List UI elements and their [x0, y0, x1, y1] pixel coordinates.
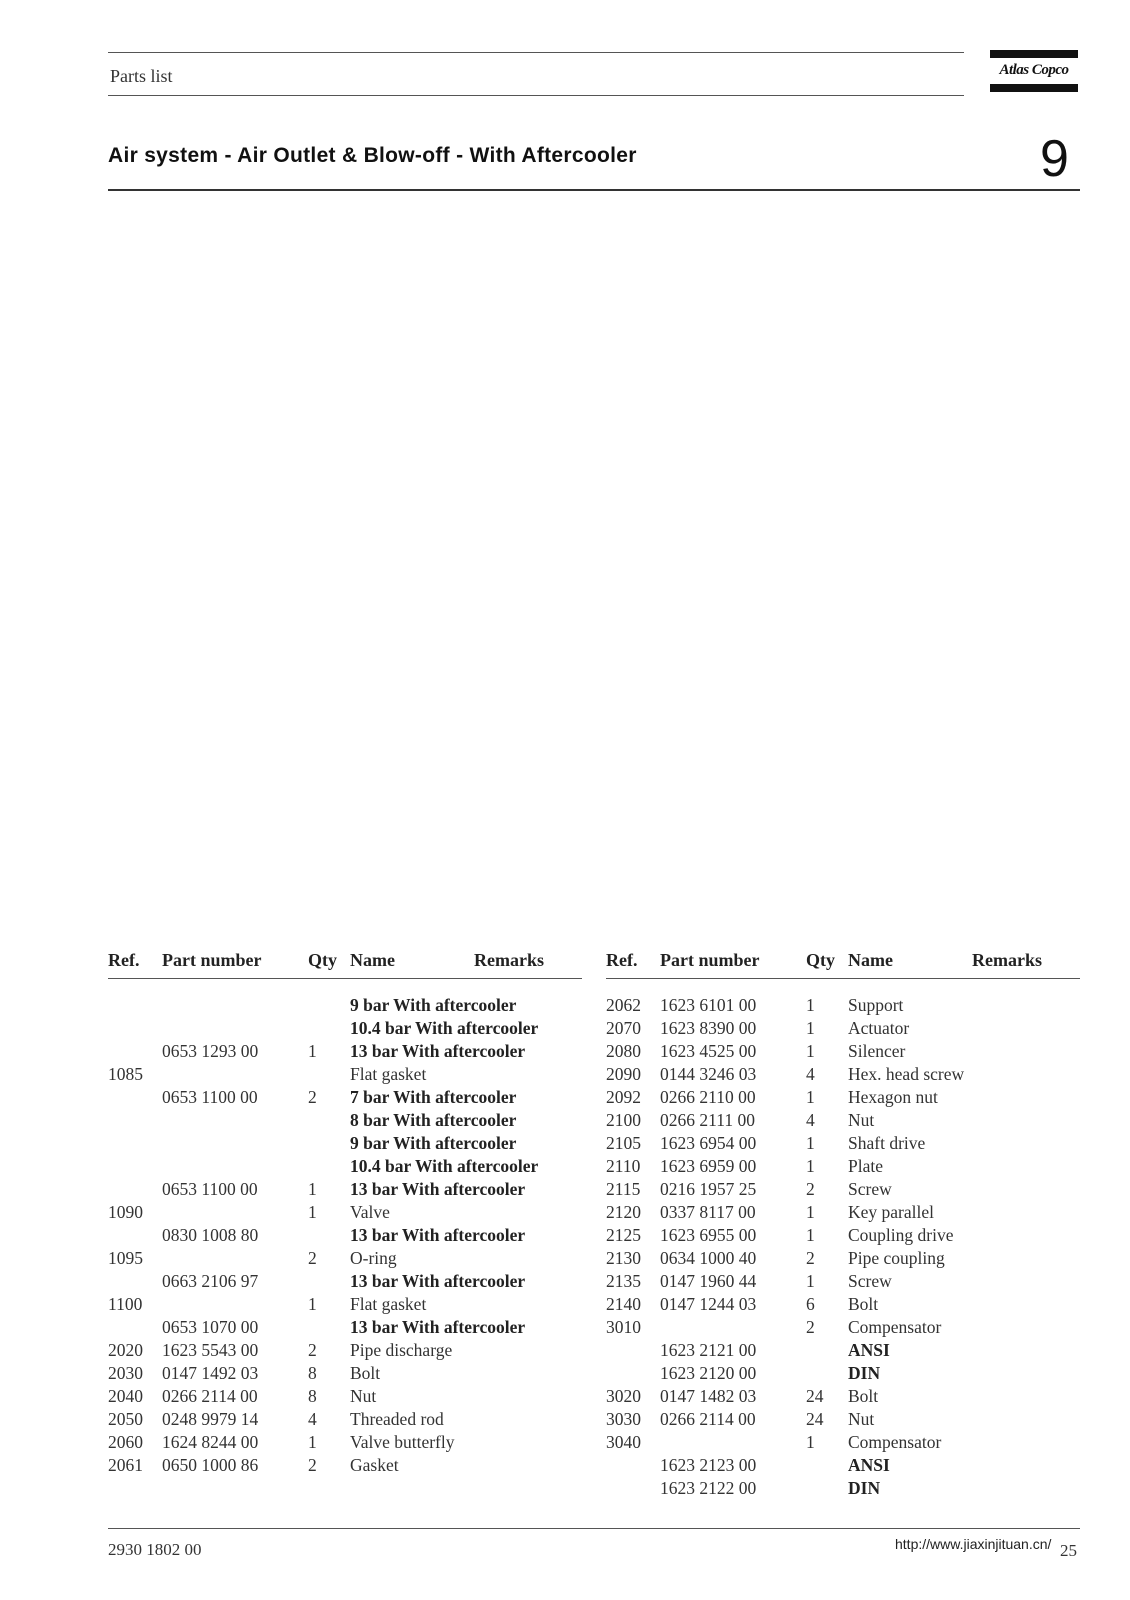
- cell-ref: 2062: [606, 995, 641, 1015]
- atlas-copco-logo: [990, 50, 1078, 94]
- table-row: [606, 1432, 1080, 1455]
- table-row: [108, 1432, 582, 1455]
- cell-part-number: 0147 1960 44: [660, 1271, 757, 1291]
- cell-part-number: 0830 1008 80: [162, 1225, 259, 1245]
- cell-name: ANSI: [848, 1455, 890, 1475]
- cell-part-number: 0653 1100 00: [162, 1179, 258, 1199]
- cell-name: Hex. head screw: [848, 1064, 965, 1084]
- table-header: [108, 950, 582, 979]
- cell-name: O-ring: [350, 1248, 397, 1268]
- cell-qty: 1: [308, 1202, 317, 1222]
- cell-part-number: 0653 1293 00: [162, 1041, 259, 1061]
- cell-name: 13 bar With aftercooler: [350, 1225, 526, 1245]
- cell-name: Screw: [848, 1271, 892, 1291]
- drawing-area: [108, 200, 1080, 930]
- page-number: 25: [1060, 1541, 1077, 1560]
- cell-qty: 1: [806, 1041, 815, 1061]
- col-ref: Ref.: [606, 950, 638, 970]
- cell-ref: 2140: [606, 1294, 641, 1314]
- cell-ref: 2030: [108, 1363, 143, 1383]
- cell-ref: 3020: [606, 1386, 641, 1406]
- cell-qty: 2: [308, 1455, 317, 1475]
- cell-qty: 2: [308, 1248, 317, 1268]
- cell-ref: 2130: [606, 1248, 641, 1268]
- cell-ref: 2020: [108, 1340, 143, 1360]
- cell-name: Key parallel: [848, 1202, 934, 1222]
- cell-name: Plate: [848, 1156, 883, 1176]
- cell-name: Nut: [350, 1386, 377, 1406]
- cell-name: DIN: [848, 1478, 881, 1498]
- cell-ref: 1085: [108, 1064, 143, 1084]
- col-ref: Ref.: [108, 950, 140, 970]
- cell-part-number: 0248 9979 14: [162, 1409, 259, 1429]
- cell-name: 7 bar With aftercooler: [350, 1087, 517, 1107]
- cell-part-number: 0653 1070 00: [162, 1317, 259, 1337]
- cell-part-number: 1623 5543 00: [162, 1340, 259, 1360]
- cell-part-number: 0653 1100 00: [162, 1087, 258, 1107]
- cell-ref: 2115: [606, 1179, 641, 1199]
- table-body: [606, 979, 1080, 1501]
- col-remarks: Remarks: [972, 950, 1042, 970]
- header-label: Parts list: [110, 66, 173, 86]
- table-row: [108, 1179, 582, 1202]
- cell-part-number: 1623 2120 00: [660, 1363, 757, 1383]
- table-row: [606, 1064, 1080, 1087]
- footer-rule: [108, 1528, 1080, 1529]
- cell-name: Support: [848, 995, 904, 1015]
- table-row: [606, 1317, 1080, 1340]
- cell-name: Nut: [848, 1409, 875, 1429]
- table-body: [108, 979, 582, 1478]
- cell-part-number: 0147 1492 03: [162, 1363, 259, 1383]
- col-remarks: Remarks: [474, 950, 544, 970]
- cell-qty: 1: [806, 1202, 815, 1222]
- cell-ref: 2090: [606, 1064, 641, 1084]
- cell-part-number: 1623 6954 00: [660, 1133, 757, 1153]
- table-row: [606, 1478, 1080, 1501]
- cell-ref: 2125: [606, 1225, 641, 1245]
- cell-name: Shaft drive: [848, 1133, 926, 1153]
- page-title: Air system - Air Outlet & Blow-off - With Aftercooler: [108, 144, 637, 167]
- table-row: [606, 1294, 1080, 1317]
- cell-name: Hexagon nut: [848, 1087, 938, 1107]
- table-row: [108, 1455, 582, 1478]
- cell-name: Actuator: [848, 1018, 910, 1038]
- col-qty: Qty: [806, 950, 835, 970]
- cell-part-number: 1623 6955 00: [660, 1225, 757, 1245]
- cell-name: Compensator: [848, 1432, 942, 1452]
- table-row: [108, 1409, 582, 1432]
- cell-ref: 2080: [606, 1041, 641, 1061]
- cell-ref: 2105: [606, 1133, 641, 1153]
- cell-qty: 1: [308, 1432, 317, 1452]
- table-row: [108, 1340, 582, 1363]
- cell-name: Flat gasket: [350, 1064, 427, 1084]
- table-row: [108, 1018, 582, 1041]
- cell-part-number: 0147 1244 03: [660, 1294, 757, 1314]
- cell-qty: 8: [308, 1363, 317, 1383]
- cell-ref: 2060: [108, 1432, 143, 1452]
- cell-part-number: 1623 8390 00: [660, 1018, 757, 1038]
- cell-name: DIN: [848, 1363, 881, 1383]
- header-top-rule: [108, 52, 964, 53]
- table-row: [108, 1317, 582, 1340]
- document-number: 2930 1802 00: [108, 1540, 202, 1559]
- cell-part-number: 1623 4525 00: [660, 1041, 757, 1061]
- cell-name: Valve butterfly: [350, 1432, 455, 1452]
- parts-table-left: [108, 950, 582, 1478]
- table-row: [108, 1156, 582, 1179]
- cell-part-number: 1623 6101 00: [660, 995, 757, 1015]
- cell-ref: 2061: [108, 1455, 143, 1475]
- cell-name: Bolt: [350, 1363, 381, 1383]
- cell-name: Pipe coupling: [848, 1248, 945, 1268]
- cell-name: 13 bar With aftercooler: [350, 1271, 526, 1291]
- table-row: [108, 1225, 582, 1248]
- cell-name: Coupling drive: [848, 1225, 954, 1245]
- cell-part-number: 0266 2111 00: [660, 1110, 755, 1130]
- table-row: [606, 1087, 1080, 1110]
- table-row: [108, 1363, 582, 1386]
- cell-qty: 1: [308, 1041, 317, 1061]
- cell-ref: 3040: [606, 1432, 641, 1452]
- cell-part-number: 1623 2121 00: [660, 1340, 757, 1360]
- table-row: [606, 995, 1080, 1018]
- col-qty: Qty: [308, 950, 337, 970]
- cell-qty: 1: [806, 995, 815, 1015]
- cell-part-number: 1623 6959 00: [660, 1156, 757, 1176]
- cell-part-number: 0337 8117 00: [660, 1202, 756, 1222]
- title-rule: [108, 189, 1080, 191]
- cell-qty: 1: [806, 1432, 815, 1452]
- table-row: [606, 1133, 1080, 1156]
- parts-table-right: [606, 950, 1080, 1501]
- table-row: [606, 1225, 1080, 1248]
- cell-name: 13 bar With aftercooler: [350, 1317, 526, 1337]
- cell-ref: 2092: [606, 1087, 641, 1107]
- table-row: [108, 995, 582, 1018]
- cell-name: Screw: [848, 1179, 892, 1199]
- table-row: [108, 1133, 582, 1156]
- cell-name: Flat gasket: [350, 1294, 427, 1314]
- cell-qty: 2: [308, 1087, 317, 1107]
- col-name: Name: [848, 950, 893, 970]
- cell-qty: 6: [806, 1294, 815, 1314]
- cell-qty: 4: [806, 1110, 815, 1130]
- cell-ref: 1095: [108, 1248, 143, 1268]
- cell-qty: 1: [806, 1018, 815, 1038]
- cell-name: Bolt: [848, 1386, 879, 1406]
- cell-name: Compensator: [848, 1317, 942, 1337]
- cell-name: Valve: [350, 1202, 390, 1222]
- cell-name: Threaded rod: [350, 1409, 444, 1429]
- table-row: [108, 1386, 582, 1409]
- cell-ref: 2120: [606, 1202, 641, 1222]
- cell-ref: 2040: [108, 1386, 143, 1406]
- cell-name: Bolt: [848, 1294, 879, 1314]
- cell-name: Silencer: [848, 1041, 906, 1061]
- cell-part-number: 0266 2110 00: [660, 1087, 756, 1107]
- table-row: [108, 1041, 582, 1064]
- table-row: [606, 1409, 1080, 1432]
- cell-ref: 1100: [108, 1294, 143, 1314]
- cell-qty: 24: [806, 1409, 824, 1429]
- cell-part-number: 0266 2114 00: [660, 1409, 756, 1429]
- table-row: [606, 1202, 1080, 1225]
- logo-text: Atlas Copco: [999, 62, 1069, 78]
- col-part-number: Part number: [660, 950, 760, 970]
- table-row: [606, 1179, 1080, 1202]
- cell-name: 8 bar With aftercooler: [350, 1110, 517, 1130]
- cell-ref: 2110: [606, 1156, 641, 1176]
- cell-part-number: 0663 2106 97: [162, 1271, 259, 1291]
- cell-ref: 2100: [606, 1110, 641, 1130]
- cell-ref: 2070: [606, 1018, 641, 1038]
- cell-part-number: 0266 2114 00: [162, 1386, 258, 1406]
- cell-qty: 1: [806, 1156, 815, 1176]
- table-row: [606, 1156, 1080, 1179]
- cell-part-number: 1623 2123 00: [660, 1455, 757, 1475]
- table-row: [606, 1248, 1080, 1271]
- table-row: [606, 1363, 1080, 1386]
- cell-name: Nut: [848, 1110, 875, 1130]
- table-row: [108, 1248, 582, 1271]
- cell-name: 13 bar With aftercooler: [350, 1041, 526, 1061]
- cell-qty: 2: [806, 1317, 815, 1337]
- col-name: Name: [350, 950, 395, 970]
- table-row: [606, 1455, 1080, 1478]
- col-part-number: Part number: [162, 950, 262, 970]
- cell-qty: 1: [806, 1271, 815, 1291]
- cell-ref: 3010: [606, 1317, 641, 1337]
- table-row: [606, 1340, 1080, 1363]
- table-row: [606, 1018, 1080, 1041]
- table-row: [108, 1202, 582, 1225]
- cell-name: 9 bar With aftercooler: [350, 1133, 517, 1153]
- cell-qty: 2: [308, 1340, 317, 1360]
- cell-qty: 4: [806, 1064, 815, 1084]
- cell-qty: 1: [806, 1087, 815, 1107]
- table-row: [606, 1041, 1080, 1064]
- cell-qty: 2: [806, 1179, 815, 1199]
- cell-part-number: 0650 1000 86: [162, 1455, 259, 1475]
- cell-part-number: 0216 1957 25: [660, 1179, 757, 1199]
- cell-qty: 1: [308, 1294, 317, 1314]
- cell-name: Pipe discharge: [350, 1340, 453, 1360]
- cell-part-number: 0144 3246 03: [660, 1064, 757, 1084]
- cell-qty: 8: [308, 1386, 317, 1406]
- section-number: 9: [1040, 130, 1069, 188]
- cell-name: 10.4 bar With aftercooler: [350, 1156, 539, 1176]
- cell-name: 9 bar With aftercooler: [350, 995, 517, 1015]
- cell-part-number: 1624 8244 00: [162, 1432, 259, 1452]
- table-header: [606, 950, 1080, 979]
- cell-part-number: 0147 1482 03: [660, 1386, 757, 1406]
- header-bottom-rule: [108, 95, 964, 96]
- cell-qty: 2: [806, 1248, 815, 1268]
- cell-part-number: 1623 2122 00: [660, 1478, 757, 1498]
- table-row: [108, 1110, 582, 1133]
- table-row: [606, 1386, 1080, 1409]
- table-row: [606, 1271, 1080, 1294]
- table-row: [108, 1087, 582, 1110]
- footer-url: http://www.jiaxinjituan.cn/: [895, 1536, 1052, 1552]
- cell-name: 10.4 bar With aftercooler: [350, 1018, 539, 1038]
- table-row: [108, 1294, 582, 1317]
- cell-qty: 24: [806, 1386, 824, 1406]
- cell-name: Gasket: [350, 1455, 399, 1475]
- table-row: [108, 1271, 582, 1294]
- table-row: [606, 1110, 1080, 1133]
- table-row: [108, 1064, 582, 1087]
- cell-ref: 2135: [606, 1271, 641, 1291]
- cell-name: 13 bar With aftercooler: [350, 1179, 526, 1199]
- cell-ref: 2050: [108, 1409, 143, 1429]
- cell-part-number: 0634 1000 40: [660, 1248, 757, 1268]
- cell-name: ANSI: [848, 1340, 890, 1360]
- cell-qty: 1: [308, 1179, 317, 1199]
- cell-qty: 1: [806, 1225, 815, 1245]
- cell-ref: 1090: [108, 1202, 143, 1222]
- cell-ref: 3030: [606, 1409, 641, 1429]
- cell-qty: 1: [806, 1133, 815, 1153]
- cell-qty: 4: [308, 1409, 317, 1429]
